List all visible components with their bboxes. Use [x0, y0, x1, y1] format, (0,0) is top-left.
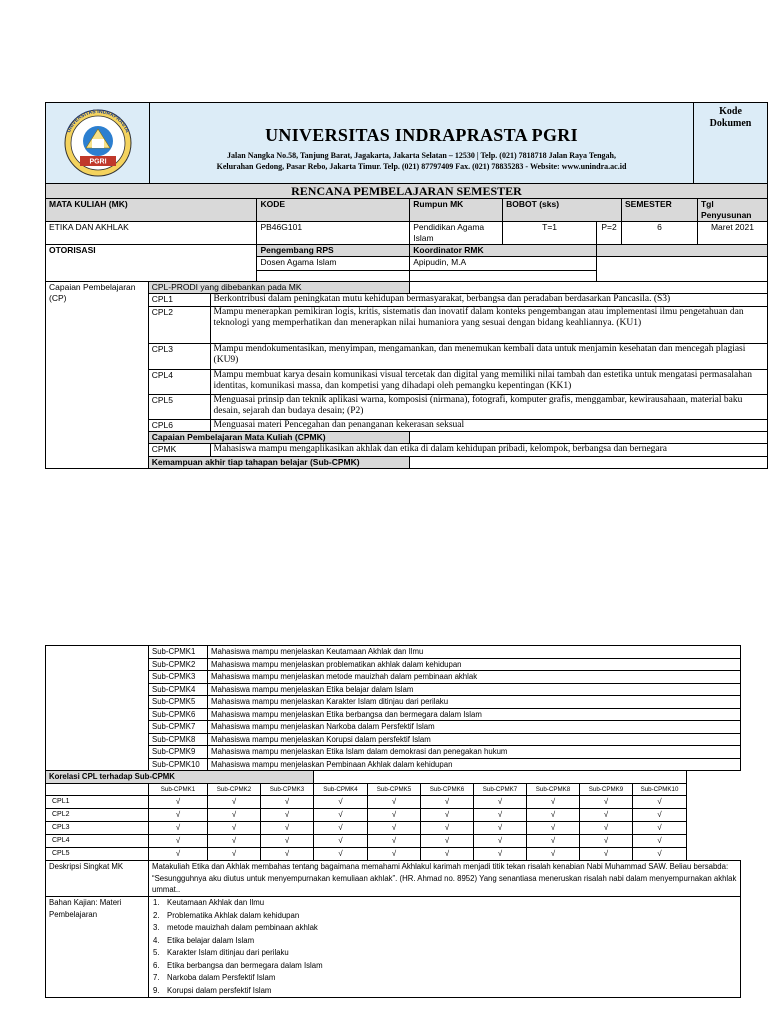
- korelasi-row-label: CPL2: [46, 809, 149, 822]
- korelasi-check: √: [421, 796, 474, 809]
- korelasi-check: √: [368, 835, 421, 848]
- bahan-item-number: 6.: [153, 960, 160, 970]
- rps-table: [45, 183, 768, 469]
- semester-value: 6: [622, 222, 698, 245]
- korelasi-check: √: [421, 848, 474, 861]
- korelasi-check: √: [149, 835, 208, 848]
- bahan-item-text: Etika berbangsa dan bermegara dalam Islam: [167, 960, 323, 970]
- bahan-item: [153, 935, 737, 948]
- cpmk-header: Capaian Pembelajaran Mata Kuliah (CPMK): [148, 432, 410, 444]
- korelasi-check: √: [208, 822, 261, 835]
- bahan-item-text: Narkoba dalam Persfektif Islam: [167, 973, 276, 982]
- korelasi-check: √: [261, 848, 314, 861]
- korelasi-check: √: [527, 848, 580, 861]
- sub-cpmk-text: Mahasiswa mampu menjelaskan metode mauizhah dalam pembinaan akhlak: [208, 671, 741, 684]
- university-logo: [46, 103, 150, 183]
- cpl-code: CPL1: [148, 294, 210, 307]
- cpl-code: CPL4: [148, 369, 210, 394]
- korelasi-corner: [46, 783, 149, 796]
- mata-kuliah-value: ETIKA DAN AKHLAK: [46, 222, 257, 245]
- korelasi-check: √: [633, 822, 687, 835]
- university-block: [150, 103, 694, 183]
- cpl-code: CPL6: [148, 419, 210, 432]
- sub-cpmk-text: Mahasiswa mampu menjelaskan Etika berbangsa dan bermegara dalam Islam: [208, 708, 741, 721]
- sub-cpmk-header: Kemampuan akhir tiap tahapan belajar (Sub-CPMK): [148, 457, 410, 469]
- bahan-item: [153, 922, 737, 935]
- logo-banner: PGRI: [89, 158, 107, 166]
- korelasi-column-header: Sub-CPMK9: [580, 783, 633, 796]
- koordinator-value: Apipudin, M.A: [410, 257, 597, 271]
- korelasi-check: √: [580, 848, 633, 861]
- sub-cpmk-code: Sub-CPMK4: [149, 683, 208, 696]
- sub-cpmk-text: Mahasiswa mampu menjelaskan Etika Islam dalam demokrasi dan penegakan hukum: [208, 746, 741, 759]
- korelasi-check: √: [633, 848, 687, 861]
- bahan-item-text: Korupsi dalam persfektif Islam: [167, 985, 272, 995]
- korelasi-check: √: [421, 835, 474, 848]
- korelasi-check: √: [261, 796, 314, 809]
- pgri-seal-icon: [46, 103, 149, 183]
- korelasi-check: √: [208, 796, 261, 809]
- korelasi-check: √: [314, 796, 368, 809]
- sub-cpmk-text: Mahasiswa mampu menjelaskan Karakter Islam ditinjau dari perilaku: [208, 696, 741, 709]
- korelasi-check: √: [580, 796, 633, 809]
- header-bobot: BOBOT (sks): [503, 199, 622, 222]
- sub-cpmk-code: Sub-CPMK10: [149, 758, 208, 771]
- header-kode: KODE: [257, 199, 410, 222]
- korelasi-check: √: [149, 822, 208, 835]
- cpl-code: CPL2: [148, 306, 210, 343]
- bahan-item-number: 3.: [153, 923, 160, 932]
- address-line-1: Jalan Nangka No.58, Tanjung Barat, Jagakarta, Jakarta Selatan – 12530 | Telp. (021) 7818718 Jalan Raya Tengah,: [227, 151, 616, 160]
- korelasi-check: √: [368, 848, 421, 861]
- korelasi-check: √: [527, 822, 580, 835]
- sub-cpmk-code: Sub-CPMK2: [149, 658, 208, 671]
- korelasi-check: √: [633, 835, 687, 848]
- korelasi-check: √: [149, 809, 208, 822]
- bahan-item: [153, 972, 737, 985]
- cpmk-header-filler: [410, 432, 768, 444]
- korelasi-filler: [314, 771, 687, 784]
- header-koordinator: Koordinator RMK: [410, 245, 597, 257]
- korelasi-check: √: [261, 822, 314, 835]
- bahan-item-text: Keutamaan Akhlak dan Ilmu: [167, 898, 265, 907]
- korelasi-check: √: [208, 809, 261, 822]
- korelasi-check: √: [208, 835, 261, 848]
- korelasi-check: √: [527, 809, 580, 822]
- university-name: UNIVERSITAS INDRAPRASTA PGRI: [265, 125, 578, 145]
- pengembang-value: Dosen Agama Islam: [257, 257, 410, 271]
- cpl-code: CPL5: [148, 394, 210, 419]
- header-empty: [597, 245, 768, 257]
- korelasi-column-header: Sub-CPMK2: [208, 783, 261, 796]
- korelasi-column-header: Sub-CPMK8: [527, 783, 580, 796]
- bahan-item-number: 7.: [153, 973, 160, 982]
- korelasi-check: √: [149, 796, 208, 809]
- korelasi-check: √: [261, 809, 314, 822]
- cpl-text: Menguasai prinsip dan teknik aplikasi warna, komposisi (nirmana), fotografi, komputer grafis, menggambar, kewirausahaan, material baku desain, sejarah dan budaya desain; (P2): [210, 394, 767, 419]
- sub-cpmk-header-filler: [410, 457, 768, 469]
- korelasi-column-header: Sub-CPMK5: [368, 783, 421, 796]
- bahan-item-number: 9.: [153, 985, 160, 995]
- kode-dokumen-label-2: Dokumen: [709, 118, 752, 129]
- sub-cpmk-text: Mahasiswa mampu menjelaskan Keutamaan Akhlak dan Ilmu: [208, 646, 741, 659]
- korelasi-check: √: [314, 835, 368, 848]
- korelasi-check: √: [580, 809, 633, 822]
- korelasi-check: √: [580, 835, 633, 848]
- deskripsi-label: Deskripsi Singkat MK: [46, 861, 149, 897]
- sub-cpmk-code: Sub-CPMK9: [149, 746, 208, 759]
- bahan-item: [153, 947, 737, 960]
- korelasi-check: √: [633, 809, 687, 822]
- document-header: [45, 102, 768, 184]
- korelasi-title: Korelasi CPL terhadap Sub-CPMK: [46, 771, 314, 784]
- left-blank: [46, 646, 149, 771]
- korelasi-column-header: Sub-CPMK3: [261, 783, 314, 796]
- korelasi-check: √: [474, 796, 527, 809]
- cpmk-code: CPMK: [148, 444, 210, 457]
- bahan-item: [153, 985, 737, 998]
- sub-cpmk-code: Sub-CPMK7: [149, 721, 208, 734]
- kode-dokumen: [694, 103, 767, 183]
- korelasi-check: √: [474, 809, 527, 822]
- korelasi-check: √: [368, 822, 421, 835]
- header-mata-kuliah: MATA KULIAH (MK): [46, 199, 257, 222]
- pengembang-signature: [257, 271, 410, 282]
- korelasi-check: √: [314, 822, 368, 835]
- korelasi-check: √: [261, 835, 314, 848]
- signature-empty: [597, 257, 768, 282]
- bahan-item-number: 1.: [153, 898, 160, 907]
- korelasi-check: √: [421, 822, 474, 835]
- header-rumpun: Rumpun MK: [410, 199, 503, 222]
- bahan-label: Bahan Kajian: Materi Pembelajaran: [46, 897, 149, 998]
- sub-cpmk-text: Mahasiswa mampu menjelaskan Korupsi dalam persfektif Islam: [208, 733, 741, 746]
- korelasi-check: √: [314, 848, 368, 861]
- bahan-item-text: Etika belajar dalam Islam: [167, 935, 255, 945]
- rumpun-value: Pendidikan Agama Islam: [410, 222, 503, 245]
- korelasi-check: √: [474, 822, 527, 835]
- cpmk-text: Mahasiswa mampu mengaplikasikan akhlak dan etika di dalam kehidupan pribadi, kelompok, berbangsa dan bernegara: [210, 444, 767, 457]
- korelasi-check: √: [474, 848, 527, 861]
- korelasi-row-label: CPL5: [46, 848, 149, 861]
- bahan-item-number: 5.: [153, 948, 160, 957]
- sub-cpmk-text: Mahasiswa mampu menjelaskan Etika belajar dalam Islam: [208, 683, 741, 696]
- cpl-header-filler: [410, 282, 768, 294]
- korelasi-row-label: CPL4: [46, 835, 149, 848]
- korelasi-check: √: [580, 822, 633, 835]
- sub-cpmk-code: Sub-CPMK6: [149, 708, 208, 721]
- korelasi-check: √: [421, 809, 474, 822]
- sub-cpmk-text: Mahasiswa mampu menjelaskan Narkoba dalam Persfektif Islam: [208, 721, 741, 734]
- deskripsi-text: Matakuliah Etika dan Akhlak membahas tentang bagaimana memahami Akhlakul karimah menjadi titik tekan risalah kenabian Nabi Muhammad SAW. Beliau bersabda: “Sesungguhnya aku diutus untuk menyempurnakan kemuliaan akhlak”. (HR. Ahmad no. 8952) Yang senantiasa meneruskan risalah nabi dalam menyempurnakan akhlak ummat..: [149, 861, 741, 897]
- tgl-value: Maret 2021: [697, 222, 767, 245]
- rps-table-page-2: [45, 645, 741, 998]
- bahan-item-number: 4.: [153, 935, 160, 945]
- bobot-t-value: T=1: [503, 222, 597, 245]
- logo-ring-text: UNIVERSITAS INDRAPRASTA: [66, 108, 130, 134]
- cpl-text: Mampu menerapkan pemikiran logis, kritis, sistematis dan inovatif dalam konteks pengembangan atau implementasi ilmu pengetahuan dan teknologi yang memperhatikan dan menerapkan nilai humaniora yang sesuai dengan bidang keahliannya. (KU1): [210, 306, 767, 343]
- cpl-text: Berkontribusi dalam peningkatan mutu kehidupan bermasyarakat, berbangsa dan peradaban berdasarkan Pancasila. (S3): [210, 294, 767, 307]
- korelasi-row-label: CPL1: [46, 796, 149, 809]
- korelasi-check: √: [474, 835, 527, 848]
- korelasi-check: √: [368, 809, 421, 822]
- kode-dokumen-label-1: Kode: [719, 106, 742, 117]
- cpl-text: Menguasai materi Pencegahan dan penanganan kekerasan seksual: [210, 419, 767, 432]
- cpl-text: Mampu mendokumentasikan, menyimpan, mengamankan, dan menemukan kembali data untuk menjamin kesehatan dan mencegah plagiasi (KU9): [210, 343, 767, 369]
- korelasi-check: √: [527, 835, 580, 848]
- bahan-item-text: Problematika Akhlak dalam kehidupan: [167, 910, 300, 920]
- korelasi-row-label: CPL3: [46, 822, 149, 835]
- bahan-item: [153, 897, 737, 910]
- bahan-item-text: Karakter Islam ditinjau dari perilaku: [167, 948, 289, 957]
- bahan-list: [149, 897, 741, 998]
- korelasi-check: √: [368, 796, 421, 809]
- otorisasi-label: OTORISASI: [46, 245, 257, 282]
- bahan-item: [153, 960, 737, 973]
- sub-cpmk-text: Mahasiswa mampu menjelaskan problematikan akhlak dalam kehidupan: [208, 658, 741, 671]
- sub-cpmk-code: Sub-CPMK1: [149, 646, 208, 659]
- bobot-p-value: P=2: [597, 222, 622, 245]
- bahan-item-number: 2.: [153, 910, 160, 920]
- korelasi-check: √: [149, 848, 208, 861]
- korelasi-column-header: Sub-CPMK7: [474, 783, 527, 796]
- cp-label: Capaian Pembelajaran (CP): [46, 282, 149, 469]
- header-semester: SEMESTER: [622, 199, 698, 222]
- koordinator-signature: [410, 271, 597, 282]
- korelasi-check: √: [208, 848, 261, 861]
- sub-cpmk-code: Sub-CPMK3: [149, 671, 208, 684]
- address-line-2: Kelurahan Gedong, Pasar Rebo, Jakarta Timur. Telp. (021) 87797409 Fax. (021) 78835283 - Website: www.unindra.ac.id: [216, 162, 627, 171]
- sub-cpmk-text: Mahasiswa mampu menjelaskan Pembinaan Akhlak dalam kehidupan: [208, 758, 741, 771]
- bahan-item: [153, 910, 737, 923]
- header-pengembang: Pengembang RPS: [257, 245, 410, 257]
- korelasi-column-header: Sub-CPMK6: [421, 783, 474, 796]
- sub-cpmk-code: Sub-CPMK8: [149, 733, 208, 746]
- cpl-header: CPL-PRODI yang dibebankan pada MK: [148, 282, 410, 294]
- korelasi-check: √: [633, 796, 687, 809]
- korelasi-column-header: Sub-CPMK4: [314, 783, 368, 796]
- korelasi-column-header: Sub-CPMK10: [633, 783, 687, 796]
- korelasi-check: √: [527, 796, 580, 809]
- kode-value: PB46G101: [257, 222, 410, 245]
- cpl-text: Mampu membuat karya desain komunikasi visual tercetak dan digital yang memiliki nilai tambah dan estetika untuk mengatasi permasalahan identitas, komunikasi massa, dan kompetisi yang dihadapi oleh pemangku kepentingan (KK1): [210, 369, 767, 394]
- rps-title: RENCANA PEMBELAJARAN SEMESTER: [46, 184, 768, 199]
- korelasi-column-header: Sub-CPMK1: [149, 783, 208, 796]
- bahan-item-text: metode mauizhah dalam pembinaan akhlak: [167, 923, 318, 932]
- header-tgl: Tgl Penyusunan: [697, 199, 767, 222]
- sub-cpmk-code: Sub-CPMK5: [149, 696, 208, 709]
- korelasi-check: √: [314, 809, 368, 822]
- cpl-code: CPL3: [148, 343, 210, 369]
